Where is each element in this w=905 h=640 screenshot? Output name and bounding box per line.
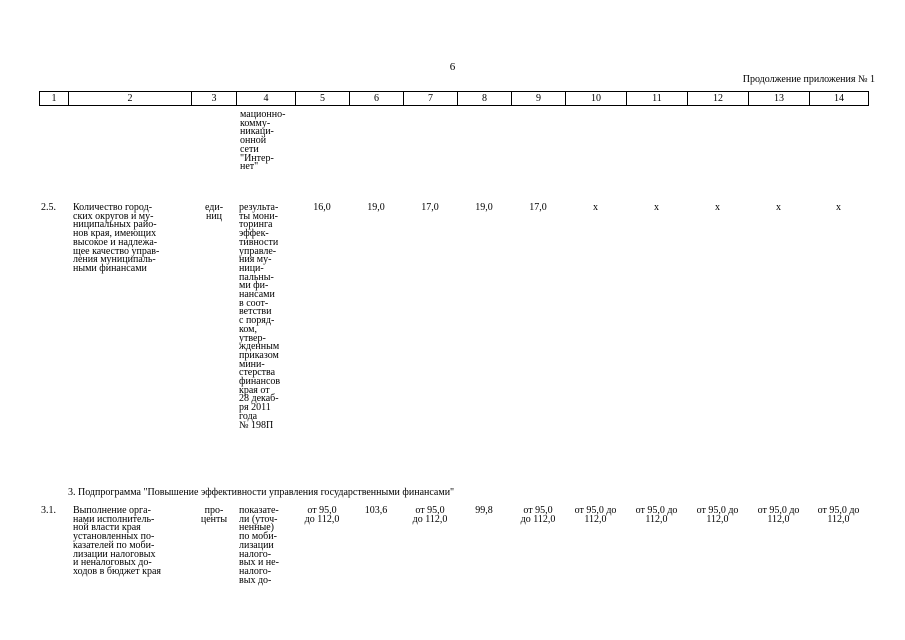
- row-2-5-col-8: 19,0: [475, 202, 493, 213]
- row-2-5-col-6: 19,0: [367, 202, 385, 213]
- row-3-1-number: 3.1.: [41, 505, 56, 516]
- row-2-5-col-7: 17,0: [421, 202, 439, 213]
- section-3-title: 3. Подпрограмма "Повышение эффективности управления государственными финансами": [68, 487, 455, 498]
- row-3-1-indicator-name: Выполнение орга- нами исполнитель- ной власти края установленных по- казателей по моби- лизации налоговых и неналоговых до- ходов в бюджет края: [73, 505, 161, 577]
- page-number: 6: [449, 61, 456, 73]
- header-col-5: 5: [296, 92, 350, 106]
- header-col-8: 8: [458, 92, 512, 106]
- continuation-label: Продолжение приложения № 1: [742, 74, 875, 85]
- row-2-5-col-12: х: [715, 202, 720, 213]
- row-3-1-col-6: 103,6: [364, 505, 388, 516]
- row-2-5-number: 2.5.: [41, 202, 56, 213]
- header-col-7: 7: [404, 92, 458, 106]
- row-2-5-col-5: 16,0: [313, 202, 331, 213]
- header-col-3: 3: [192, 92, 237, 106]
- column-number-header: [39, 91, 869, 106]
- row-3-1-col-5: от 95,0 до 112,0: [304, 505, 340, 525]
- row-2-5-indicator-name: Количество город- ских округов и му- ниципальных райо- нов края, имеющих высокое и надлежа- щее качество управ- ления муниципаль- ными финансами: [73, 202, 160, 274]
- header-col-1: 1: [40, 92, 69, 106]
- row-3-1-col-7: от 95,0 до 112,0: [412, 505, 448, 525]
- header-col-4: 4: [237, 92, 296, 106]
- header-col-11: 11: [627, 92, 688, 106]
- row-2-5-col-9: 17,0: [529, 202, 547, 213]
- row-2-5-col-13: х: [776, 202, 781, 213]
- row-2-5-col-10: х: [593, 202, 598, 213]
- row-3-1-col-14: от 95,0 до 112,0: [817, 505, 860, 525]
- header-col-13: 13: [749, 92, 810, 106]
- row-3-1-source: показате- ли (уточ- ненные) по моби- лизации налого- вых и не- налого- вых до-: [239, 505, 279, 586]
- row-3-1-col-12: от 95,0 до 112,0: [696, 505, 739, 525]
- header-col-2: 2: [69, 92, 192, 106]
- row-3-1-col-11: от 95,0 до 112,0: [635, 505, 678, 525]
- header-col-9: 9: [512, 92, 566, 106]
- row-2-5-source: результа- ты мони- торинга эффек- тивности управле- ния му- ници- пальны- ми фи- нансами в соот- ветстви с поряд- ком, утвер- жденным приказом мини- стерства финансов края от 28 декаб- ря 2011 года № 198П: [239, 202, 281, 431]
- previous-row-source-fragment: мационно- комму- никаци- онной сети "Интер- нет": [240, 109, 286, 173]
- header-col-14: 14: [810, 92, 869, 106]
- row-3-1-col-8: 99,8: [475, 505, 493, 516]
- row-3-1-col-9: от 95,0 до 112,0: [520, 505, 556, 525]
- header-col-6: 6: [350, 92, 404, 106]
- row-3-1-unit: про- центы: [200, 505, 228, 525]
- row-2-5-col-14: х: [836, 202, 841, 213]
- header-col-10: 10: [566, 92, 627, 106]
- row-3-1-col-10: от 95,0 до 112,0: [574, 505, 617, 525]
- row-2-5-unit: еди- ниц: [204, 202, 224, 222]
- header-col-12: 12: [688, 92, 749, 106]
- row-3-1-col-13: от 95,0 до 112,0: [757, 505, 800, 525]
- row-2-5-col-11: х: [654, 202, 659, 213]
